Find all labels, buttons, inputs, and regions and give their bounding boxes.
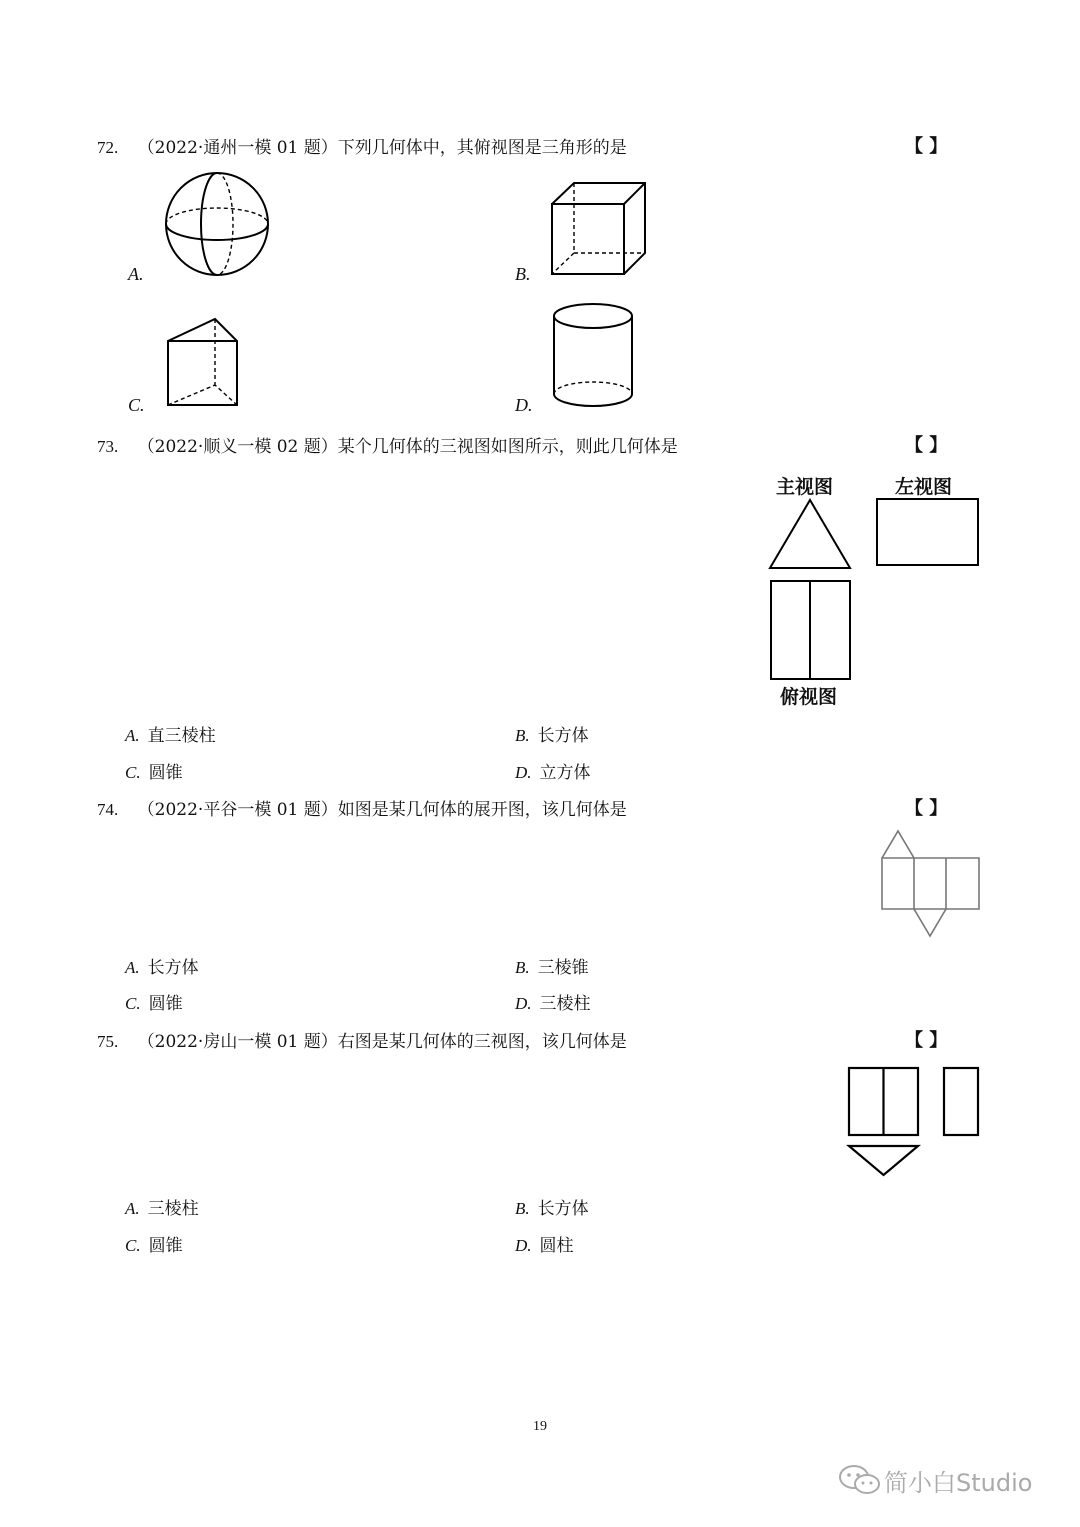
q75-option-b-letter: B. xyxy=(515,1199,530,1218)
q72-prism-figure xyxy=(165,315,245,410)
q73-option-c-text: 圆锥 xyxy=(148,763,183,783)
q72-label-d: D. xyxy=(515,395,533,415)
q74-source: （2022·平谷一模 01 题） xyxy=(137,800,338,820)
q73-top-view-label: 俯视图 xyxy=(780,686,838,708)
q75-option-a[interactable] xyxy=(125,1194,199,1219)
q73-source: （2022·顺义一模 02 题） xyxy=(137,437,338,457)
q74-option-a-text: 长方体 xyxy=(147,958,199,978)
q72-sphere-figure xyxy=(160,170,275,280)
q74-option-d-letter: D. xyxy=(515,994,532,1013)
q73-option-b[interactable] xyxy=(515,721,589,746)
q75-option-a-text: 三棱柱 xyxy=(147,1199,199,1219)
watermark-text: 简小白Studio xyxy=(884,1469,1033,1497)
q73-option-b-text: 长方体 xyxy=(537,726,589,746)
q73-left-view-label: 左视图 xyxy=(895,476,953,498)
q74-option-a[interactable] xyxy=(125,953,199,978)
q74-option-b-letter: B. xyxy=(515,958,530,977)
q75-option-d-text: 圆柱 xyxy=(539,1236,574,1256)
q72-label-a: A. xyxy=(128,264,144,284)
page-number: 19 xyxy=(533,1419,547,1434)
q72-text: 下列几何体中，其俯视图是三角形的是 xyxy=(337,138,627,158)
q74-option-c-text: 圆锥 xyxy=(148,994,183,1014)
q73-stem xyxy=(97,432,678,457)
q73-option-a-letter: A. xyxy=(125,726,140,745)
q74-option-c-letter: C. xyxy=(125,994,141,1013)
q74-text: 如图是某几何体的展开图，该几何体是 xyxy=(337,800,627,820)
q75-option-c-text: 圆锥 xyxy=(148,1236,183,1256)
q72-source: （2022·通州一模 01 题） xyxy=(137,138,338,158)
q75-option-d-letter: D. xyxy=(515,1236,532,1255)
q73-option-d[interactable] xyxy=(515,758,591,783)
q75-option-d[interactable] xyxy=(515,1231,574,1256)
q74-stem xyxy=(97,795,627,820)
q73-option-d-text: 立方体 xyxy=(539,763,591,783)
q74-option-b[interactable] xyxy=(515,953,589,978)
q72-label-c: C. xyxy=(128,395,145,415)
q73-option-b-letter: B. xyxy=(515,726,530,745)
q74-option-b-text: 三棱锥 xyxy=(537,958,589,978)
q73-option-c-letter: C. xyxy=(125,763,141,782)
q73-front-view-label: 主视图 xyxy=(776,476,834,498)
q73-option-a[interactable] xyxy=(125,721,216,746)
q73-option-c[interactable] xyxy=(125,758,183,783)
q72-number: 72. xyxy=(97,138,119,157)
wechat-icon xyxy=(838,1462,882,1498)
q73-option-a-text: 直三棱柱 xyxy=(147,726,216,746)
q75-three-views-figure xyxy=(845,1065,985,1180)
q72-stem xyxy=(97,133,627,158)
q74-option-a-letter: A. xyxy=(125,958,140,977)
q73-text: 某个几何体的三视图如图所示，则此几何体是 xyxy=(337,437,678,457)
q75-text: 右图是某几何体的三视图，该几何体是 xyxy=(337,1032,627,1052)
q73-option-d-letter: D. xyxy=(515,763,532,782)
q74-answer-bracket: 【 】 xyxy=(905,798,948,819)
q73-three-views-figure xyxy=(768,497,983,682)
q75-option-a-letter: A. xyxy=(125,1199,140,1218)
q72-cube-figure xyxy=(550,180,650,280)
q73-answer-bracket: 【 】 xyxy=(905,435,948,456)
q75-option-c-letter: C. xyxy=(125,1236,141,1255)
q74-option-d-text: 三棱柱 xyxy=(539,994,591,1014)
q75-number: 75. xyxy=(97,1032,119,1051)
q74-option-c[interactable] xyxy=(125,989,183,1014)
q74-number: 74. xyxy=(97,800,119,819)
q72-cylinder-figure xyxy=(552,302,637,412)
q75-option-c[interactable] xyxy=(125,1231,183,1256)
q75-stem xyxy=(97,1027,627,1052)
q73-number: 73. xyxy=(97,437,119,456)
q75-answer-bracket: 【 】 xyxy=(905,1030,948,1051)
q72-label-b: B. xyxy=(515,264,531,284)
q75-option-b[interactable] xyxy=(515,1194,589,1219)
q74-net-figure xyxy=(880,828,985,943)
q75-option-b-text: 长方体 xyxy=(537,1199,589,1219)
q74-option-d[interactable] xyxy=(515,989,591,1014)
q72-answer-bracket: 【 】 xyxy=(905,136,948,157)
q75-source: （2022·房山一模 01 题） xyxy=(137,1032,338,1052)
